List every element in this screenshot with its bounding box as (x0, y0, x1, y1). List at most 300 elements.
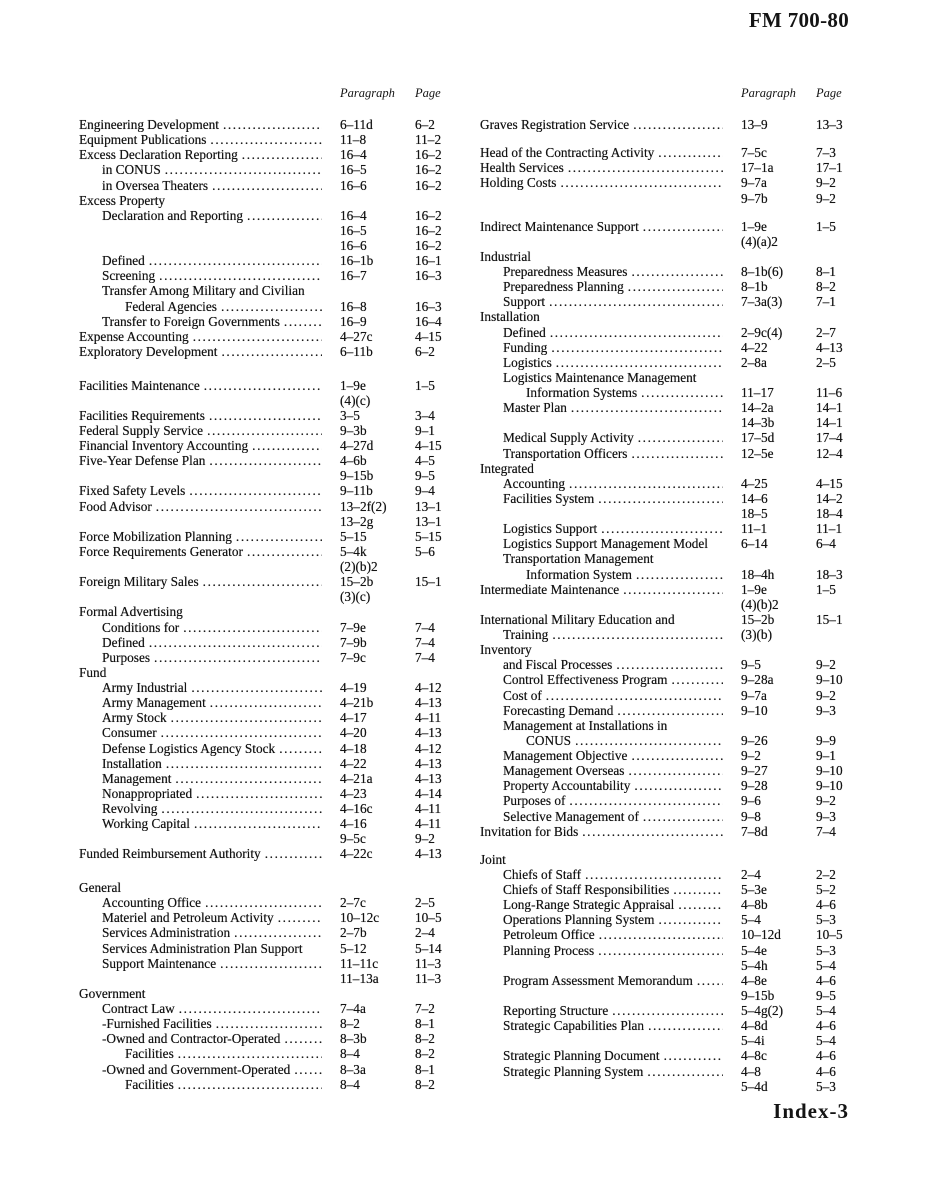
index-entry (480, 191, 860, 206)
entry-term-wrap (503, 657, 723, 672)
entry-page: 5–15 (415, 528, 442, 544)
index-entry (79, 147, 459, 162)
entry-paragraph: 18–4h (741, 566, 775, 582)
entry-term: Preparedness Measures (503, 264, 628, 279)
index-entry (480, 294, 860, 309)
entry-term-wrap (503, 400, 723, 415)
entry-page: 9–10 (816, 672, 843, 688)
index-entry (480, 1033, 860, 1048)
dot-leader (643, 219, 723, 234)
index-entry (79, 635, 459, 650)
entry-term-wrap (102, 283, 322, 298)
index-entry (79, 941, 459, 956)
index-entry (79, 132, 459, 147)
index-entry (480, 1079, 860, 1094)
dot-leader (549, 294, 723, 309)
entry-term: Accounting (503, 475, 566, 491)
index-entry (79, 1001, 459, 1016)
entry-term: Petroleum Office (503, 927, 595, 943)
index-entry (79, 438, 459, 453)
index-entry (480, 234, 860, 249)
entry-term-wrap (503, 882, 723, 897)
dot-leader (598, 491, 723, 506)
entry-term: Selective Management of (503, 808, 639, 824)
entry-page: 4–11 (415, 801, 442, 816)
entry-paragraph: 12–5e (741, 445, 774, 461)
index-entry (480, 461, 860, 476)
dot-leader (664, 1048, 723, 1063)
entry-term-wrap (503, 491, 723, 506)
dot-leader (236, 529, 322, 544)
index-entry (480, 551, 860, 566)
entry-page: 5–4 (816, 1003, 836, 1018)
index-entry (480, 160, 860, 175)
entry-term: Strategic Capabilities Plan (503, 1018, 645, 1034)
entry-term: Health Services (480, 160, 564, 176)
entry-paragraph: 11–17 (741, 385, 774, 400)
dot-leader (631, 748, 723, 763)
entry-term-wrap (79, 117, 322, 132)
entry-term-wrap (503, 294, 723, 309)
entry-term-wrap (102, 741, 322, 756)
entry-term-wrap (102, 895, 322, 910)
entry-term-wrap (79, 423, 322, 438)
entry-paragraph: 8–4 (340, 1046, 360, 1062)
dot-leader (247, 208, 322, 223)
dot-leader (634, 778, 723, 793)
entry-term: Fixed Safety Levels (79, 483, 186, 499)
entry-term: Army Industrial (102, 680, 188, 695)
index-entry (79, 756, 459, 771)
entry-term: International Military Education and (480, 611, 675, 627)
index-entry (79, 238, 459, 253)
index-entry (79, 986, 459, 1001)
entry-paragraph: 8–1b (741, 279, 768, 295)
index-entry (480, 430, 860, 445)
entry-term-wrap (79, 665, 322, 680)
index-entry (79, 514, 459, 529)
entry-page: 16–2 (415, 238, 442, 253)
index-entry (79, 1077, 459, 1092)
index-entry (79, 680, 459, 695)
entry-term-wrap (503, 897, 723, 912)
entry-page: 11–3 (415, 955, 442, 971)
entry-paragraph: 13–2g (340, 513, 374, 529)
index-entry (79, 1062, 459, 1077)
entry-paragraph: 11–8 (340, 132, 367, 148)
entry-page: 8–2 (415, 1031, 435, 1047)
entry-term: Nonappropriated (102, 785, 193, 801)
entry-page: 16–1 (415, 253, 442, 269)
entry-page: 7–4 (415, 649, 435, 665)
index-entry (480, 582, 860, 597)
entry-term-wrap (102, 1062, 322, 1077)
entry-term: Engineering Development (79, 117, 219, 132)
entry-term: Funding (503, 339, 548, 355)
index-entry (79, 786, 459, 801)
index-entry (79, 378, 459, 393)
entry-page: 9–2 (816, 190, 836, 206)
index-entry (79, 193, 459, 208)
entry-term: Management at Installations in (503, 717, 668, 733)
dot-leader (647, 1064, 723, 1079)
index-entry (480, 279, 860, 294)
entry-paragraph: 2–7b (340, 925, 367, 941)
dot-leader (556, 355, 723, 370)
entry-paragraph: 4–8c (741, 1048, 767, 1064)
entry-page: 16–2 (415, 222, 442, 238)
entry-term-wrap (503, 430, 723, 445)
entry-page: 16–2 (415, 147, 442, 163)
entry-paragraph: 16–6 (340, 177, 367, 193)
entry-term: Program Assessment Memorandum (503, 972, 693, 988)
entry-paragraph: 3–5 (340, 407, 360, 423)
index-entry (79, 620, 459, 635)
index-entry (480, 778, 860, 793)
entry-paragraph: 5–4 (741, 912, 761, 928)
index-entry (480, 340, 860, 355)
dot-leader (210, 695, 322, 710)
entry-term-wrap (480, 145, 723, 160)
entry-term-wrap (79, 453, 322, 468)
section-spacer (480, 839, 860, 852)
entry-paragraph: 4–18 (340, 740, 367, 756)
dot-leader (179, 1001, 322, 1016)
entry-paragraph: (4)(a)2 (741, 233, 778, 249)
dot-leader (204, 378, 322, 393)
entry-paragraph: 4–21b (340, 695, 374, 711)
dot-leader (638, 430, 723, 445)
entry-paragraph: 4–22 (340, 755, 367, 771)
dot-leader (156, 499, 322, 514)
entry-page: 8–2 (816, 279, 836, 295)
entry-term-wrap (480, 824, 723, 839)
entry-paragraph: 16–6 (340, 238, 367, 253)
index-entry (79, 499, 459, 514)
dot-leader (242, 147, 322, 162)
entry-term-wrap (102, 725, 322, 740)
entry-page: 5–14 (415, 940, 442, 956)
entry-term-wrap (503, 476, 723, 491)
entry-paragraph: 9–15b (340, 468, 374, 484)
entry-page: 11–6 (816, 385, 843, 400)
entry-term-wrap (480, 219, 723, 234)
entry-term-wrap (102, 910, 322, 925)
entry-page: 9–10 (816, 763, 843, 779)
entry-paragraph: 5–4g(2) (741, 1003, 784, 1018)
entry-paragraph: 8–3b (340, 1031, 367, 1047)
dot-leader (552, 627, 723, 642)
entry-term-wrap (102, 956, 322, 971)
dot-leader (252, 438, 322, 453)
entry-page: 4–11 (415, 816, 442, 832)
dot-leader (599, 927, 723, 942)
entry-paragraph: 17–5d (741, 430, 775, 446)
dot-leader (648, 1018, 723, 1033)
entry-term: -Furnished Facilities (102, 1016, 212, 1032)
entry-term: Information Systems (526, 385, 638, 400)
entry-term-wrap (480, 309, 723, 324)
entry-term-wrap (79, 986, 322, 1001)
entry-paragraph: (2)(b)2 (340, 559, 378, 574)
entry-page: 7–4 (816, 823, 836, 839)
entry-term: Expense Accounting (79, 328, 189, 344)
dot-leader (161, 725, 322, 740)
entry-term: Chiefs of Staff (503, 866, 582, 882)
entry-page: 2–4 (415, 925, 435, 941)
dot-leader (216, 1016, 322, 1031)
entry-term: in CONUS (102, 162, 161, 178)
entry-term-wrap (480, 249, 723, 264)
entry-paragraph: 8–1b(6) (741, 264, 784, 279)
index-entry (79, 268, 459, 283)
page-column-header: Page (415, 86, 441, 100)
index-entry (480, 988, 860, 1003)
dot-leader (623, 582, 723, 597)
entry-term-wrap (526, 733, 723, 748)
entry-term-wrap (79, 880, 322, 895)
entry-page: 17–1 (816, 160, 843, 176)
entry-page: 13–3 (816, 117, 843, 132)
entry-page: 12–4 (816, 445, 843, 461)
index-entry (79, 162, 459, 177)
entry-term-wrap (79, 499, 322, 514)
entry-paragraph: 1–9e (741, 581, 767, 597)
entry-page: 5–3 (816, 912, 836, 928)
entry-term: Operations Planning System (503, 912, 655, 928)
index-entry (480, 763, 860, 778)
entry-term: General (79, 880, 122, 895)
index-entry (480, 506, 860, 521)
index-entry (480, 175, 860, 190)
entry-term: Excess Property (79, 192, 166, 208)
index-entries-left (79, 117, 459, 1092)
entry-paragraph: 5–4d (741, 1078, 768, 1094)
index-entry (480, 943, 860, 958)
page-column-header: Page (816, 86, 842, 100)
entry-term: Force Requirements Generator (79, 543, 243, 559)
entry-paragraph: 4–8d (741, 1018, 768, 1034)
entry-term: Facilities Requirements (79, 407, 205, 423)
index-entries-right (480, 117, 860, 1094)
dot-leader (221, 344, 322, 359)
entry-term-wrap (102, 620, 322, 635)
index-entry (480, 309, 860, 324)
section-spacer (79, 862, 459, 881)
entry-page: 11–3 (415, 970, 442, 986)
entry-page: 4–12 (415, 740, 442, 756)
entry-paragraph: 9–28 (741, 778, 768, 794)
entry-term: -Owned and Government-Operated (102, 1061, 291, 1077)
entry-page: 14–1 (816, 415, 843, 431)
entry-page: 4–13 (415, 846, 442, 862)
entry-page: 2–5 (816, 354, 836, 370)
entry-page: 7–4 (415, 634, 435, 650)
index-entry (79, 846, 459, 861)
index-entry (480, 672, 860, 687)
index-entry (79, 695, 459, 710)
entry-term: Logistics Support Management Model (503, 536, 708, 552)
entry-page: 4–6 (816, 972, 836, 988)
index-entry (480, 1048, 860, 1063)
entry-page: 18–3 (816, 566, 843, 582)
entry-term-wrap (503, 264, 723, 279)
dot-leader (628, 279, 723, 294)
index-entry (79, 925, 459, 940)
index-entry (480, 385, 860, 400)
entry-paragraph: 2–7c (340, 895, 366, 911)
index-entry (79, 223, 459, 238)
entry-term-wrap (102, 650, 322, 665)
entry-paragraph: 15–2b (340, 574, 374, 590)
dot-leader (284, 1031, 322, 1046)
index-entry (79, 725, 459, 740)
entry-paragraph: 4–16 (340, 816, 367, 832)
dot-leader (247, 544, 322, 559)
entry-page: 9–2 (816, 175, 836, 191)
entry-paragraph: 9–3b (340, 422, 367, 438)
entry-term: Materiel and Petroleum Activity (102, 910, 274, 926)
entry-page: 4–12 (415, 680, 442, 695)
entry-term: Cost of (503, 687, 542, 703)
entry-term-wrap (102, 680, 322, 695)
index-entry (480, 912, 860, 927)
dot-leader (209, 453, 322, 468)
entry-page: 14–1 (816, 400, 843, 416)
entry-page: 10–5 (415, 910, 442, 926)
entry-term: Head of the Contracting Activity (480, 145, 655, 161)
index-entry (79, 423, 459, 438)
entry-page: 6–4 (816, 536, 836, 552)
entry-term-wrap (102, 786, 322, 801)
dot-leader (636, 567, 723, 582)
entry-paragraph: 9–2 (741, 748, 761, 763)
index-column-right (480, 86, 860, 1094)
index-entry (79, 117, 459, 132)
entry-term-wrap (503, 748, 723, 763)
entry-paragraph: 10–12d (741, 927, 781, 943)
entry-page: 9–1 (816, 748, 836, 763)
entry-term: Conditions for (102, 619, 180, 635)
entry-term-wrap (102, 925, 322, 940)
entry-paragraph: 9–7a (741, 687, 767, 703)
index-entry (79, 344, 459, 359)
index-entry (480, 355, 860, 370)
entry-term-wrap (526, 385, 723, 400)
entry-term: Transfer Among Military and Civilian (102, 283, 305, 299)
entry-page: 16–4 (415, 313, 442, 329)
index-entry (480, 400, 860, 415)
entry-term: Information System (526, 566, 632, 582)
entry-paragraph: 14–6 (741, 490, 768, 506)
entry-page: 4–13 (415, 755, 442, 771)
entry-term: Exploratory Development (79, 343, 218, 359)
dot-leader (569, 793, 723, 808)
index-entry (480, 325, 860, 340)
section-spacer (79, 359, 459, 378)
dot-leader (278, 910, 322, 925)
index-entry (480, 370, 860, 385)
entry-term: Medical Supply Activity (503, 430, 634, 446)
entry-paragraph: 4–8e (741, 972, 767, 988)
index-entry (480, 882, 860, 897)
entry-term-wrap (503, 793, 723, 808)
column-headers (480, 86, 860, 102)
entry-paragraph: 6–14 (741, 536, 768, 552)
entry-term: Strategic Planning Document (503, 1048, 660, 1064)
entry-term: Federal Supply Service (79, 422, 204, 438)
entry-term-wrap (102, 314, 322, 329)
index-entry (79, 910, 459, 925)
entry-term: Management (102, 770, 172, 786)
entry-page: 16–2 (415, 162, 442, 178)
entry-term-wrap (79, 438, 322, 453)
entry-paragraph: 15–2b (741, 611, 775, 627)
index-entry (79, 665, 459, 680)
entry-page: 4–14 (415, 785, 442, 801)
entry-term-wrap (102, 816, 322, 831)
entry-paragraph: 4–25 (741, 475, 768, 491)
entry-page: 4–13 (415, 725, 442, 741)
entry-term-wrap (102, 695, 322, 710)
entry-page: 13–1 (415, 498, 442, 514)
dot-leader (678, 897, 723, 912)
dot-leader (569, 476, 723, 491)
entry-term: Revolving (102, 801, 158, 816)
index-column-left (79, 86, 459, 1092)
entry-page: 9–1 (415, 422, 435, 438)
entry-term: Consumer (102, 725, 157, 741)
index-entry (79, 529, 459, 544)
entry-term: Five-Year Defense Plan (79, 453, 206, 469)
dot-leader (220, 956, 322, 971)
dot-leader (284, 314, 322, 329)
entry-term-wrap (480, 582, 723, 597)
dot-leader (207, 423, 322, 438)
entry-term: Forecasting Demand (503, 702, 614, 718)
entry-page: 5–4 (816, 957, 836, 973)
entry-paragraph: 18–5 (741, 506, 768, 521)
entry-term-wrap (102, 1016, 322, 1031)
index-entry (79, 468, 459, 483)
dot-leader (582, 824, 723, 839)
index-entry (480, 612, 860, 627)
paragraph-column-header: Paragraph (340, 86, 395, 100)
entry-term-wrap (526, 567, 723, 582)
entry-term-wrap (503, 536, 723, 551)
entry-paragraph: 4–8b (741, 897, 768, 913)
dot-leader (585, 867, 723, 882)
entry-term: Defined (102, 634, 145, 650)
dot-leader (209, 408, 322, 423)
entry-term: Control Effectiveness Program (503, 672, 668, 688)
entry-page: 7–2 (415, 1001, 435, 1016)
dot-leader (193, 329, 322, 344)
entry-term-wrap (79, 344, 322, 359)
entry-term-wrap (503, 1003, 723, 1018)
index-entry (79, 208, 459, 223)
entry-paragraph: 9–27 (741, 763, 768, 779)
dot-leader (671, 672, 723, 687)
index-entry (79, 559, 459, 574)
entry-page: 17–4 (816, 430, 843, 446)
dot-leader (631, 264, 723, 279)
entry-paragraph: 2–9c(4) (741, 324, 783, 340)
entry-term-wrap (480, 117, 723, 132)
entry-term: Support (503, 294, 546, 310)
entry-paragraph: 6–11b (340, 343, 373, 359)
entry-page: 4–15 (816, 475, 843, 491)
